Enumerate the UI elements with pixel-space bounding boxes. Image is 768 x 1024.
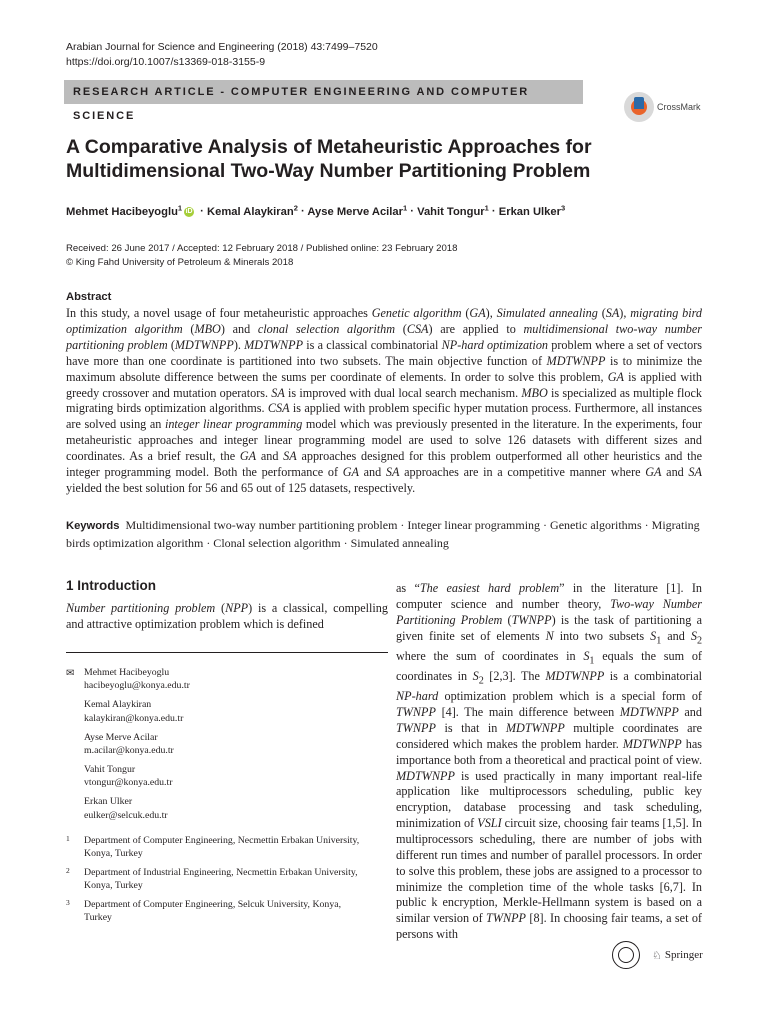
correspondence-list bbox=[84, 666, 384, 828]
publication-dates bbox=[66, 242, 457, 270]
affiliation-text: Department of Computer Engineering, Selcuk University, Konya, Turkey bbox=[84, 899, 342, 924]
author-name[interactable]: Vahit Tongur$^1$ bbox=[417, 203, 489, 218]
author-affiliation-marker: 2 bbox=[293, 203, 298, 212]
contact-block bbox=[84, 763, 384, 790]
footnote-divider bbox=[66, 652, 388, 653]
author-name[interactable]: Ayse Merve Acilar$^1$ bbox=[307, 203, 408, 218]
contact-block bbox=[84, 795, 384, 822]
contact-block bbox=[84, 731, 384, 758]
author-name[interactable]: Mehmet Hacibeyoglu$^1$ bbox=[66, 203, 183, 218]
contact-email[interactable]: eulker@selcuk.edu.tr bbox=[84, 809, 168, 821]
contact-email[interactable]: hacibeyoglu@konya.edu.tr bbox=[84, 680, 190, 692]
contact-email[interactable]: kalaykiran@konya.edu.tr bbox=[84, 712, 184, 724]
intro-text-right: as “The easiest hard problem” in the literature [1]. In computer science and number theory, Two-way Number Partitioning Problem (TWNPP) is the task of partitioning a given finite set of elements N into two subsets $S_1$ and $S_2$ where the sum of coordinates in $S_1$ equals the sum of coordinates in $S_2$ [2,3]. The MDTWNPP is a combinatorial NP-hard optimization problem which is a special form of TWNPP [4]. The main difference between MDTWNPP and TWNPP is that in MDTWNPP multiple coordinates are considered which makes the problem harder. MDTWNPP has importance both from a theoretical and practical point of view. MDTWNPP is used practically in many important real-life application like multiprocessors scheduling, public key encryption, database processing and task scheduling, minimization of VSLI circuit size, choosing fair teams [1,5]. In multiprocessors scheduling, there are number of jobs with different run times and number of parallel processors. In order to solve this problem, these jobs are assigned to a processor to minimize the completion time of the whole tasks [6,7]. In public k encryption, Merkle-Hellmann system is based on a similar version of TWNPP [8]. In choosing fair teams, a set of persons with bbox=[396, 581, 703, 942]
intro-text-left: Number partitioning problem (NPP) is a classical, compelling and attractive optimization problem which is defined bbox=[66, 601, 388, 631]
author-list bbox=[66, 203, 706, 218]
author-separator: · bbox=[407, 205, 418, 218]
author-affiliation-marker: 1 bbox=[484, 203, 489, 212]
author-affiliation-marker: 3 bbox=[560, 203, 566, 212]
affiliation bbox=[66, 834, 366, 861]
author-name[interactable]: Kemal Alaykiran$^2$ bbox=[207, 203, 298, 218]
crossmark-icon bbox=[624, 92, 654, 122]
journal-citation: Arabian Journal for Science and Engineering (2018) 43:7499–7520 bbox=[66, 41, 378, 53]
contact-block bbox=[84, 666, 384, 693]
affiliation-number: 1 bbox=[66, 834, 70, 843]
contact-block bbox=[84, 698, 384, 725]
keywords-text: Multidimensional two-way number partitioning problem · Integer linear programming · Genetic algorithms · Migrating birds optimization algorithm · Clonal selection algorithm · Simulated annealing bbox=[66, 518, 700, 550]
envelope-icon: ✉ bbox=[66, 668, 75, 679]
springer-horse-icon: ♘ bbox=[652, 949, 662, 962]
contact-name: Erkan Ulker bbox=[84, 796, 133, 808]
journal-header bbox=[66, 40, 378, 70]
affiliation-text: Department of Computer Engineering, Necmettin Erbakan University, Konya, Turkey bbox=[84, 835, 360, 860]
author-separator: · bbox=[488, 205, 499, 218]
author-name[interactable]: Erkan Ulker$^3$ bbox=[498, 203, 566, 218]
contact-name: Mehmet Hacibeyoglu bbox=[84, 667, 170, 678]
affiliation bbox=[66, 866, 366, 893]
received-accepted-published: Received: 26 June 2017 / Accepted: 12 February 2018 / Published online: 23 February 2018 bbox=[66, 243, 458, 254]
contact-email[interactable]: m.acilar@konya.edu.tr bbox=[84, 745, 174, 757]
affiliation-number: 2 bbox=[66, 866, 70, 875]
category-label: RESEARCH ARTICLE - COMPUTER ENGINEERING AND COMPUTER SCIENCE bbox=[73, 86, 530, 122]
publisher-name: Springer bbox=[664, 949, 703, 961]
contact-name: Kemal Alaykiran bbox=[84, 699, 152, 711]
contact-name: Vahit Tongur bbox=[84, 763, 136, 775]
abstract-heading: Abstract bbox=[66, 291, 112, 303]
abstract-body: In this study, a novel usage of four metaheuristic approaches Genetic algorithm (GA), Simulated annealing (SA), migrating bird optimization algorithm (MBO) and clonal selection algorithm (CSA) are applied to multidimensional two-way number partitioning problem (MDTWNPP). MDTWNPP is a classical combinatorial NP-hard optimization problem where a set of vectors have more than one coordinate is partitioned into two subsets. The main objective function of MDTWNPP is to minimize the maximum absolute difference between the sums per coordinate of elements. In order to solve this problem, GA is applied with greedy crossover and mutation operators. SA is improved with dual local search mechanism. MBO is specialized as multiple flock migrating birds optimization algorithms. CSA is applied with problem specific hyper mutation process. Furthermore, all instances are solved using an integer linear programming model which was previously presented in the literature. In the experiments, four metaheuristic approaches and integer linear programming model are used to solve 126 datasets with different sizes and coordinates. As a brief result, the GA and SA approaches designed for this problem outperformed all other heuristics and the integer programming model. Both the performance of GA and SA approaches are in a competitive manner where GA and SA yielded the best solution for 56 and 65 out of 125 datasets, respectively. bbox=[66, 306, 703, 495]
crossmark-label: CrossMark bbox=[657, 102, 701, 112]
affiliation bbox=[66, 898, 366, 925]
contact-name: Ayse Merve Acilar bbox=[84, 731, 158, 743]
author-separator: · bbox=[197, 205, 208, 218]
copyright-line: © King Fahd University of Petroleum & Minerals 2018 bbox=[66, 257, 294, 268]
category-banner bbox=[64, 80, 583, 122]
publisher-footer bbox=[612, 940, 703, 970]
crossmark-badge[interactable] bbox=[624, 90, 701, 124]
affiliation-text: Department of Industrial Engineering, Necmettin Erbakan University, Konya, Turkey bbox=[84, 867, 358, 892]
article-title: A Comparative Analysis of Metaheuristic Approaches for Multidimensional Two-Way Number Partitioning Problem bbox=[66, 136, 592, 182]
affiliation-number: 3 bbox=[66, 898, 70, 907]
author-separator: · bbox=[297, 205, 308, 218]
author-affiliation-marker: 1 bbox=[177, 203, 183, 212]
section-heading: 1 Introduction bbox=[66, 578, 156, 593]
orcid-icon[interactable]: iD bbox=[185, 207, 193, 215]
author-affiliation-marker: 1 bbox=[402, 203, 408, 212]
keywords bbox=[66, 517, 706, 552]
springer-emblem-icon bbox=[612, 941, 640, 969]
contact-email[interactable]: vtongur@konya.edu.tr bbox=[84, 777, 173, 789]
doi-link[interactable]: https://doi.org/10.1007/s13369-018-3155-9 bbox=[66, 56, 266, 68]
keywords-label: Keywords bbox=[66, 520, 120, 532]
